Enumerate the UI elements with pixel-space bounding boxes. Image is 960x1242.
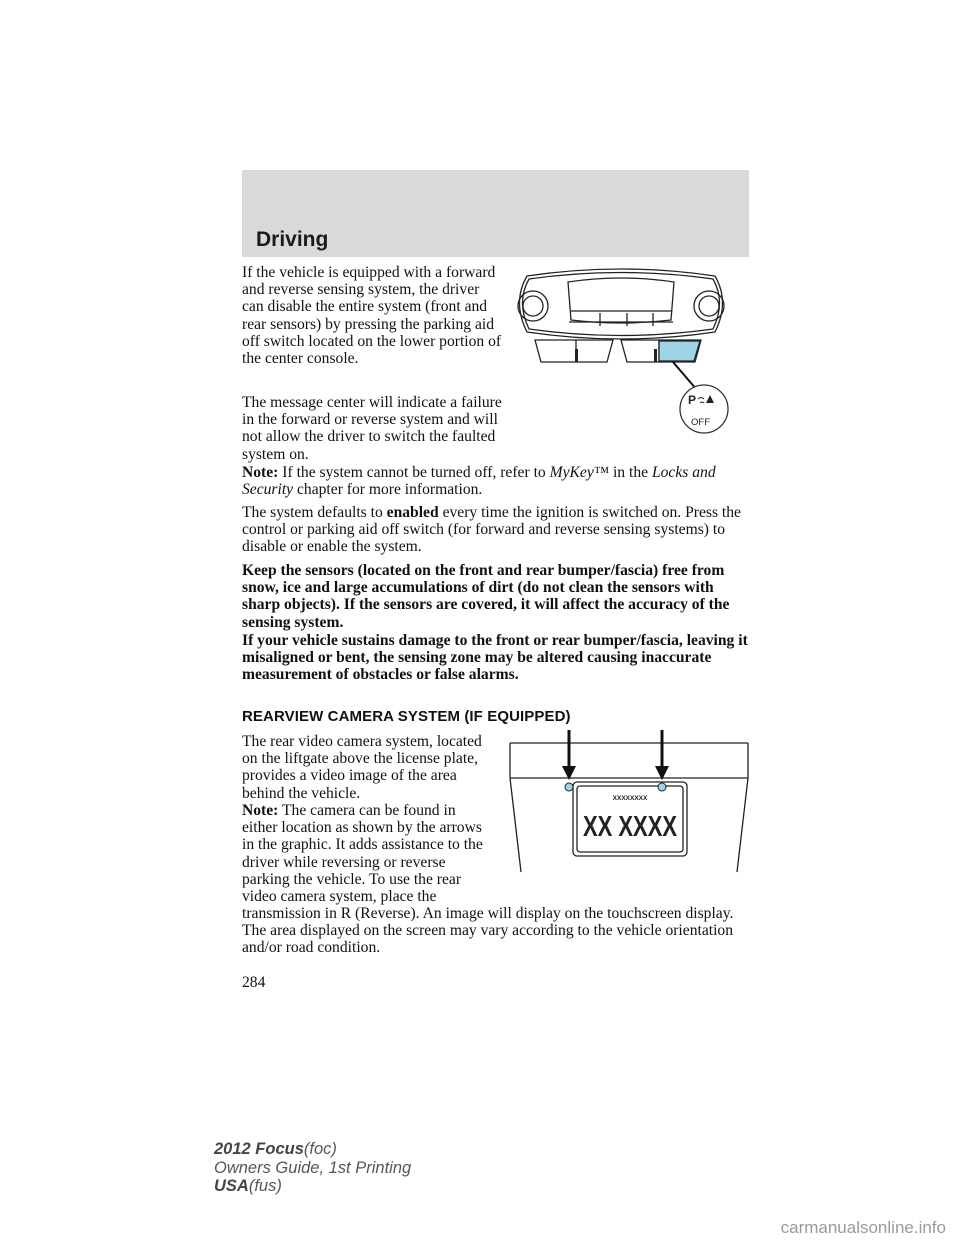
page-number: 284 xyxy=(242,974,266,991)
switch-off-label: OFF xyxy=(691,417,710,428)
camera-icon xyxy=(565,783,573,791)
paragraph-rear-camera: The rear video camera system, located on the liftgate above the license plate, provides a video image of the area behind the vehicle. xyxy=(242,733,482,802)
locks-security-ref: Locks and Security xyxy=(242,464,716,499)
footer-market-code: (fus) xyxy=(248,1177,282,1195)
liftgate-illustration xyxy=(505,730,777,880)
plate-number-text: XX XXXX xyxy=(583,811,678,843)
camera-icon xyxy=(658,783,666,791)
plate-top-text: XXXXXXXX xyxy=(612,795,648,802)
warning-bumper-damage: If your vehicle sustains damage to the front or rear bumper/fascia, leaving it misaligned or bent, the sensing zone may be altered causing inaccurate measurement of obstacles or false alarms. xyxy=(242,632,748,684)
paragraph-defaults xyxy=(242,504,752,556)
paragraph-disable-system: If the vehicle is equipped with a forward and reverse sensing system, the driver can disable the entire system (front and rear sensors) by pressing the parking aid off switch located on the lower portion of the center console. xyxy=(242,264,502,368)
footer-print-info xyxy=(214,1140,411,1196)
paragraph-reverse-display: transmission in R (Reverse). An image will display on the touchscreen display. The area displayed on the screen may vary according to the vehicle orientation and/or road condition. xyxy=(242,905,734,957)
footer-code: (foc) xyxy=(303,1140,337,1158)
watermark: carmanualsonline.info xyxy=(780,1218,946,1237)
footer-model: 2012 Focus xyxy=(214,1140,304,1158)
mykey-ref: MyKey™ xyxy=(549,464,610,481)
enabled-term: enabled xyxy=(386,504,439,521)
parking-aid-switch-highlight xyxy=(659,341,700,361)
note-mykey xyxy=(242,464,752,498)
paragraph-message-center: The message center will indicate a failure in the forward or reverse system and will not allow the driver to switch the faulted system on. xyxy=(242,394,502,463)
console-illustration xyxy=(505,262,737,440)
note-label: Note: xyxy=(242,802,279,819)
paragraph-text: every time the ignition is switched on. Press the control or parking aid off switch (for forward and reverse sensing systems) to disable or enable the system. xyxy=(242,504,741,556)
footer-printing: Owners Guide, 1st Printing xyxy=(214,1158,412,1177)
footer-market: USA xyxy=(214,1177,249,1195)
note-text: chapter for more information. xyxy=(297,481,483,499)
section-heading-rearview-camera: REARVIEW CAMERA SYSTEM (IF EQUIPPED) xyxy=(242,708,571,725)
paragraph-text: The system defaults to xyxy=(242,504,383,521)
note-text: If the system cannot be turned off, refer to xyxy=(282,464,546,481)
switch-symbol: P xyxy=(688,393,697,407)
note-camera-location xyxy=(242,802,494,905)
note-text: The camera can be found in either location as shown by the arrows in the graphic. It adds assistance to the driver while reversing or reverse parking the vehicle. To use the rear video camera system, place the xyxy=(242,802,483,906)
warning-keep-sensors-clean: Keep the sensors (located on the front and rear bumper/fascia) free from snow, ice and large accumulations of dirt (do not clean the sensors with sharp objects). If the sensors are covered, it will affect the accuracy of the sensing system. xyxy=(242,562,730,631)
note-text: in the xyxy=(612,464,649,481)
note-label: Note: xyxy=(242,464,279,481)
page-title: Driving xyxy=(256,228,329,251)
